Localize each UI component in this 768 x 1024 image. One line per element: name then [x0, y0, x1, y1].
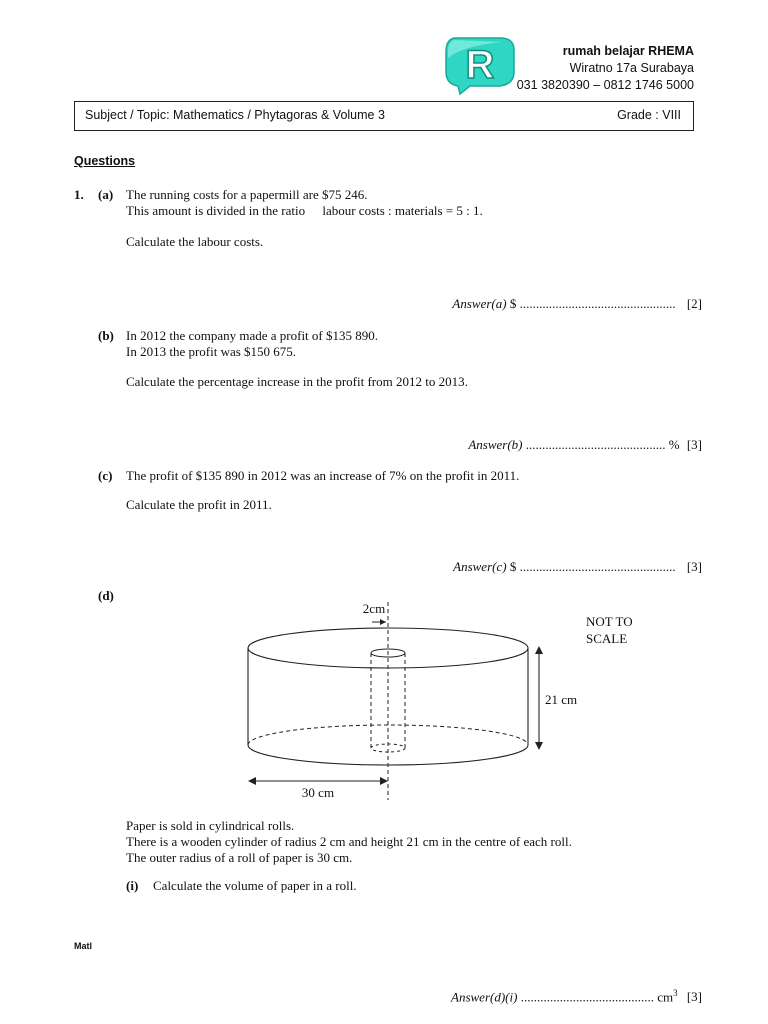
answer-d-i-dots: .........................................	[520, 989, 654, 1005]
outer-bottom-front	[248, 745, 528, 765]
part-a-line2	[126, 203, 483, 219]
answer-c-label: Answer(c)	[453, 559, 507, 574]
answer-d-i-line	[451, 988, 702, 1005]
answer-d-i-marks: [3]	[686, 989, 702, 1005]
org-address: Wiratno 17a Surabaya	[569, 61, 694, 75]
part-b-label: (b)	[98, 328, 114, 343]
part-b-line1: In 2012 the company made a profit of $135 890.	[126, 328, 378, 343]
answer-a-line	[452, 296, 702, 312]
part-b-line2: In 2013 the profit was $150 675.	[126, 344, 297, 359]
part-a-label: (a)	[98, 187, 114, 202]
part-c-label: (c)	[98, 468, 113, 483]
org-phone: 031 3820390 – 0812 1746 5000	[516, 78, 694, 92]
answer-b-label: Answer(b)	[468, 437, 523, 452]
questions-heading: Questions	[74, 154, 136, 168]
answer-d-i-unit: cm	[657, 989, 674, 1005]
answer-a-label: Answer(a)	[452, 296, 507, 311]
outer-radius-arrowhead-right	[380, 777, 388, 785]
inner-radius-label: 2cm	[362, 601, 386, 616]
part-d-line1: Paper is sold in cylindrical rolls.	[126, 818, 295, 833]
part-c-line1: The profit of $135 890 in 2012 was an increase of 7% on the profit in 2011.	[126, 468, 520, 483]
part-a-line3: Calculate the labour costs.	[126, 234, 264, 249]
logo-letter: R	[465, 43, 495, 87]
answer-a-dots: ................................................	[519, 296, 676, 311]
answer-b-unit: %	[668, 437, 680, 452]
answer-a-marks: [2]	[686, 296, 702, 311]
part-d-line3: The outer radius of a roll of paper is 30 cm.	[126, 850, 353, 865]
part-c-line2: Calculate the profit in 2011.	[126, 497, 272, 512]
footer-text: Matl	[74, 941, 92, 951]
cylinder-diagram	[236, 600, 536, 806]
answer-c-marks: [3]	[686, 559, 702, 574]
answer-d-i-label: Answer(d)(i)	[451, 989, 518, 1005]
part-d-i-text: Calculate the volume of paper in a roll.	[153, 878, 357, 893]
part-d-line2: There is a wooden cylinder of radius 2 cm and height 21 cm in the centre of each roll.	[126, 834, 572, 849]
answer-d-i-unit-sup: 3	[673, 988, 678, 998]
grade-label: Grade : VIII	[617, 108, 681, 122]
not-to-scale-line2: SCALE	[586, 631, 628, 646]
part-a-line2-prefix: This amount is divided in the ratio	[126, 203, 306, 218]
part-d-i-label: (i)	[126, 878, 139, 893]
answer-c-prefix: $	[509, 559, 517, 574]
answer-b-dots: ...........................................	[525, 437, 666, 452]
answer-c-dots: ................................................	[519, 559, 676, 574]
question-number: 1.	[74, 187, 84, 202]
outer-radius-arrowhead-left	[248, 777, 256, 785]
height-label: 21 cm	[545, 692, 578, 707]
part-d-label: (d)	[98, 588, 114, 603]
part-a-line1: The running costs for a papermill are $75 246.	[126, 187, 368, 202]
subject-bar	[74, 101, 694, 131]
answer-c-line	[453, 559, 702, 575]
subject-topic: Subject / Topic: Mathematics / Phytagoras & Volume 3	[85, 108, 385, 122]
rhema-logo	[442, 32, 518, 96]
part-a-ratio: labour costs : materials = 5 : 1.	[322, 203, 483, 218]
org-name: rumah belajar RHEMA	[562, 44, 694, 58]
answer-b-marks: [3]	[686, 437, 702, 452]
not-to-scale-line1: NOT TO	[586, 614, 633, 629]
inner-radius-arrowhead	[380, 619, 386, 625]
answer-a-prefix: $	[509, 296, 517, 311]
part-b-line3: Calculate the percentage increase in the profit from 2012 to 2013.	[126, 374, 468, 389]
answer-b-line	[468, 437, 702, 453]
outer-radius-label: 30 cm	[301, 785, 335, 800]
